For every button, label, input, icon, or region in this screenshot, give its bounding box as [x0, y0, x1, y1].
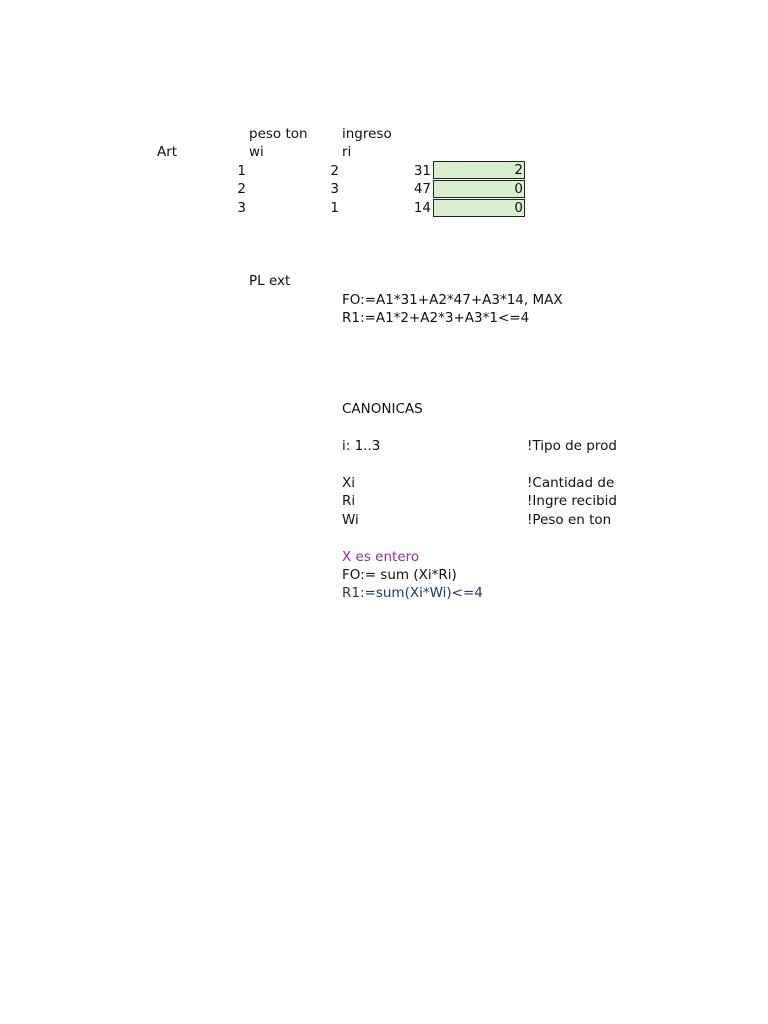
var-comment: !Peso en ton [527, 512, 612, 528]
canonicas-index: i: 1..3 [342, 438, 381, 454]
canonicas-title: CANONICAS [342, 401, 423, 417]
input-cell-x2[interactable]: 0 [433, 180, 525, 198]
canonicas-index-comment: !Tipo de prod [527, 438, 617, 454]
header-art: Art [157, 144, 178, 160]
table-cell-art: 3 [237, 200, 246, 216]
canonicas-constraint: R1:=sum(Xi*Wi)<=4 [342, 585, 483, 601]
header-ri: ri [342, 144, 352, 160]
header-ingreso: ingreso [342, 126, 392, 142]
var-comment: !Ingre recibid [527, 493, 617, 509]
pl-ext-title: PL ext [249, 273, 291, 289]
pl-ext-objective: FO:=A1*31+A2*47+A3*14, MAX [342, 292, 563, 308]
table-cell-wi: 1 [330, 200, 339, 216]
input-cell-x3[interactable]: 0 [433, 199, 525, 217]
table-cell-art: 1 [237, 163, 246, 179]
table-cell-art: 2 [237, 181, 246, 197]
header-peso-ton: peso ton [249, 126, 308, 142]
input-cell-x1[interactable]: 2 [433, 161, 525, 179]
table-cell-wi: 2 [330, 163, 339, 179]
table-cell-ri: 31 [413, 163, 431, 179]
var-name: Ri [342, 493, 356, 509]
table-cell-ri: 14 [413, 200, 431, 216]
canonicas-objective: FO:= sum (Xi*Ri) [342, 567, 457, 583]
var-comment: !Cantidad de [527, 475, 615, 491]
var-name: Xi [342, 475, 355, 491]
table-cell-wi: 3 [330, 181, 339, 197]
var-name: Wi [342, 512, 359, 528]
pl-ext-constraint: R1:=A1*2+A2*3+A3*1<=4 [342, 310, 530, 326]
integer-note: X es entero [342, 549, 420, 565]
header-wi: wi [249, 144, 264, 160]
table-cell-ri: 47 [413, 181, 431, 197]
